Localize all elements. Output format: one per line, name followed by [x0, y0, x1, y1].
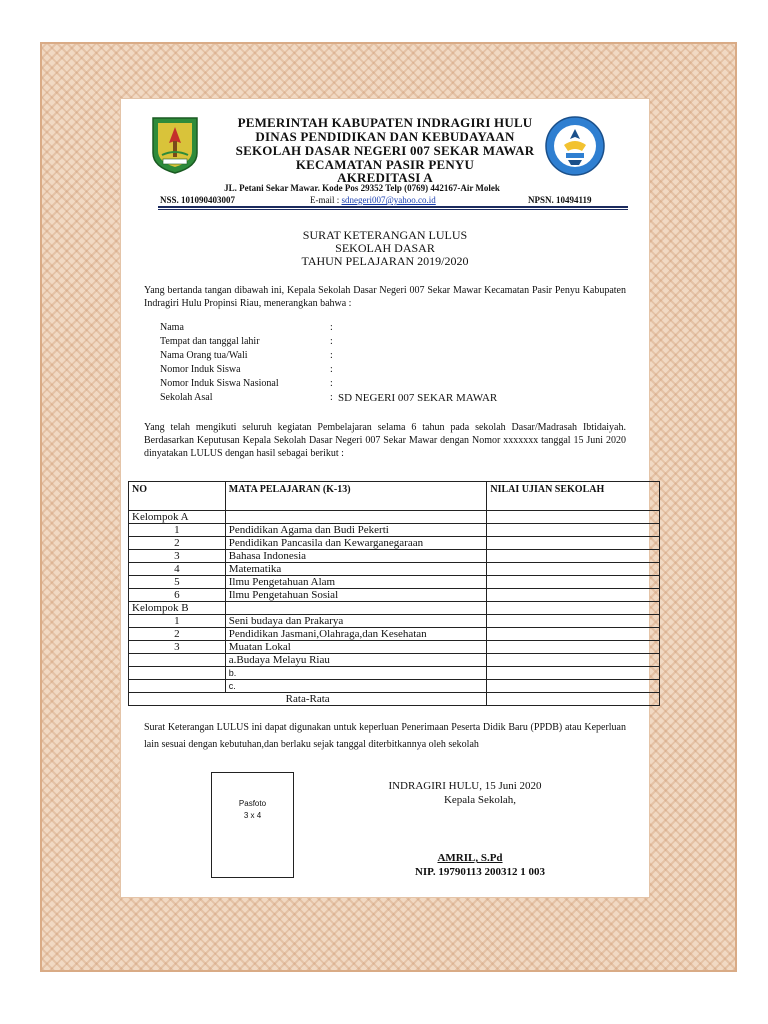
email-line	[310, 195, 436, 205]
intro-paragraph: Yang bertanda tangan dibawah ini, Kepala Sekolah Dasar Negeri 007 Sekar Mawar Kecamatan Pasir Penyu Kabupaten Indragiri Hulu Propinsi Riau, menerangkan bahwa :	[144, 285, 626, 309]
subject-score	[487, 641, 660, 654]
subject-name: Muatan Lokal	[225, 641, 487, 654]
subject-name: Seni budaya dan Prakarya	[225, 615, 487, 628]
subject-name: Ilmu Pengetahuan Sosial	[225, 589, 487, 602]
row-number: 2	[129, 537, 226, 550]
subject-score	[487, 615, 660, 628]
school-address: JL. Petani Sekar Mawar. Kode Pos 29352 Telp (0769) 442167-Air Molek	[224, 183, 500, 193]
subject-score	[487, 563, 660, 576]
row-number: 3	[129, 550, 226, 563]
header-accreditation: AKREDITASI A	[337, 170, 433, 185]
subject-name: Matematika	[225, 563, 487, 576]
closing-paragraph: Surat Keterangan LULUS ini dapat digunakan untuk keperluan Penerimaan Peserta Didik Baru (PPDB) atau Keperluan lain sesuai dengan kebutuhan,dan berlaku sejak tanggal diterbitkannya oleh sekolah	[144, 722, 626, 750]
subject-score	[487, 589, 660, 602]
table-row	[129, 537, 660, 550]
row-number: 5	[129, 576, 226, 589]
header-school: SEKOLAH DASAR NEGERI 007 SEKAR MAWAR	[235, 143, 535, 158]
table-row	[129, 628, 660, 641]
subject-score	[487, 667, 660, 680]
statement-paragraph: Yang telah mengikuti seluruh kegiatan Pembelajaran selama 6 tahun pada sekolah Dasar/Madrasah Ibtidaiyah. Berdasarkan Keputusan Kepala Sekolah Dasar Negeri 007 Sekar Mawar dengan Nomor xxxxxxx tanggal 15 Juni 2020 dinyatakan LULUS dengan hasil sebagai berikut :	[144, 422, 626, 459]
field-colon: :	[330, 364, 333, 375]
local-subject-name: a.Budaya Melayu Riau	[225, 654, 487, 667]
field-label-parent: Nama Orang tua/Wali	[160, 350, 248, 361]
subject-name: Ilmu Pengetahuan Alam	[225, 576, 487, 589]
subject-name: Pendidikan Pancasila dan Kewarganegaraan	[225, 537, 487, 550]
table-row	[129, 654, 660, 667]
field-label-name: Nama	[160, 322, 184, 333]
signature-position: Kepala Sekolah,	[443, 794, 517, 806]
field-colon: :	[330, 350, 333, 361]
field-value-school: SD NEGERI 007 SEKAR MAWAR	[338, 392, 498, 404]
table-row	[129, 641, 660, 654]
subject-score	[487, 524, 660, 537]
table-row	[129, 589, 660, 602]
subject-score	[487, 537, 660, 550]
field-label-birth: Tempat dan tanggal lahir	[160, 336, 260, 347]
group-row	[129, 511, 660, 524]
email-label: E-mail :	[310, 195, 342, 205]
row-number: 4	[129, 563, 226, 576]
subject-score	[487, 654, 660, 667]
npsn-number: NPSN. 10494119	[528, 195, 592, 205]
photo-placeholder	[211, 772, 294, 878]
row-number: 2	[129, 628, 226, 641]
row-number: 1	[129, 524, 226, 537]
subject-score	[487, 576, 660, 589]
field-colon: :	[330, 322, 333, 333]
email-link[interactable]: sdnegeri007@yahoo.co.id	[341, 195, 436, 205]
table-row	[129, 667, 660, 680]
regency-emblem-icon	[150, 115, 200, 175]
subject-name: Pendidikan Jasmani,Olahraga,dan Kesehatan	[225, 628, 487, 641]
group-b-label: Kelompok B	[129, 602, 226, 615]
field-label-school: Sekolah Asal	[160, 392, 213, 403]
average-row	[129, 693, 660, 706]
grades-table	[128, 481, 660, 706]
header-government: PEMERINTAH KABUPATEN INDRAGIRI HULU	[237, 115, 533, 130]
field-colon: :	[330, 378, 333, 389]
table-row	[129, 550, 660, 563]
header-divider-thin	[158, 209, 628, 210]
header-department: DINAS PENDIDIKAN DAN KEBUDAYAAN	[255, 129, 515, 144]
photo-size: 3 x 4	[243, 811, 262, 820]
local-subject-name: c.	[225, 680, 487, 693]
subject-score	[487, 680, 660, 693]
subject-score	[487, 550, 660, 563]
nss-number: NSS. 101090403007	[160, 195, 236, 205]
academic-year: TAHUN PELAJARAN 2019/2020	[301, 254, 469, 268]
group-a-label: Kelompok A	[129, 511, 226, 524]
row-number: 6	[129, 589, 226, 602]
table-row	[129, 524, 660, 537]
average-label: Rata-Rata	[129, 693, 487, 706]
signer-name: AMRIL, S.Pd	[437, 852, 503, 864]
header-divider	[158, 206, 628, 208]
subject-name: Bahasa Indonesia	[225, 550, 487, 563]
document-title: SURAT KETERANGAN LULUS	[302, 228, 468, 242]
photo-label: Pasfoto	[238, 799, 267, 808]
table-row	[129, 680, 660, 693]
document-subtitle: SEKOLAH DASAR	[335, 241, 435, 255]
local-subject-name: b.	[225, 667, 487, 680]
header-district: KECAMATAN PASIR PENYU	[295, 157, 475, 172]
header-score: NILAI UJIAN SEKOLAH	[487, 482, 660, 511]
table-row	[129, 576, 660, 589]
subject-score	[487, 628, 660, 641]
header-subject: MATA PELAJARAN (K-13)	[225, 482, 487, 511]
table-row	[129, 615, 660, 628]
signer-nip: NIP. 19790113 200312 1 003	[414, 866, 546, 878]
average-value	[487, 693, 660, 706]
field-label-nisn: Nomor Induk Siswa Nasional	[160, 378, 279, 389]
subject-name: Pendidikan Agama dan Budi Pekerti	[225, 524, 487, 537]
group-row	[129, 602, 660, 615]
field-colon: :	[330, 336, 333, 347]
table-header-row	[129, 482, 660, 511]
table-row	[129, 563, 660, 576]
signature-place-date: INDRAGIRI HULU, 15 Juni 2020	[388, 780, 542, 792]
field-colon: :	[330, 392, 333, 403]
row-number: 1	[129, 615, 226, 628]
header-no: NO	[129, 482, 226, 511]
row-number: 3	[129, 641, 226, 654]
field-label-nis: Nomor Induk Siswa	[160, 364, 241, 375]
